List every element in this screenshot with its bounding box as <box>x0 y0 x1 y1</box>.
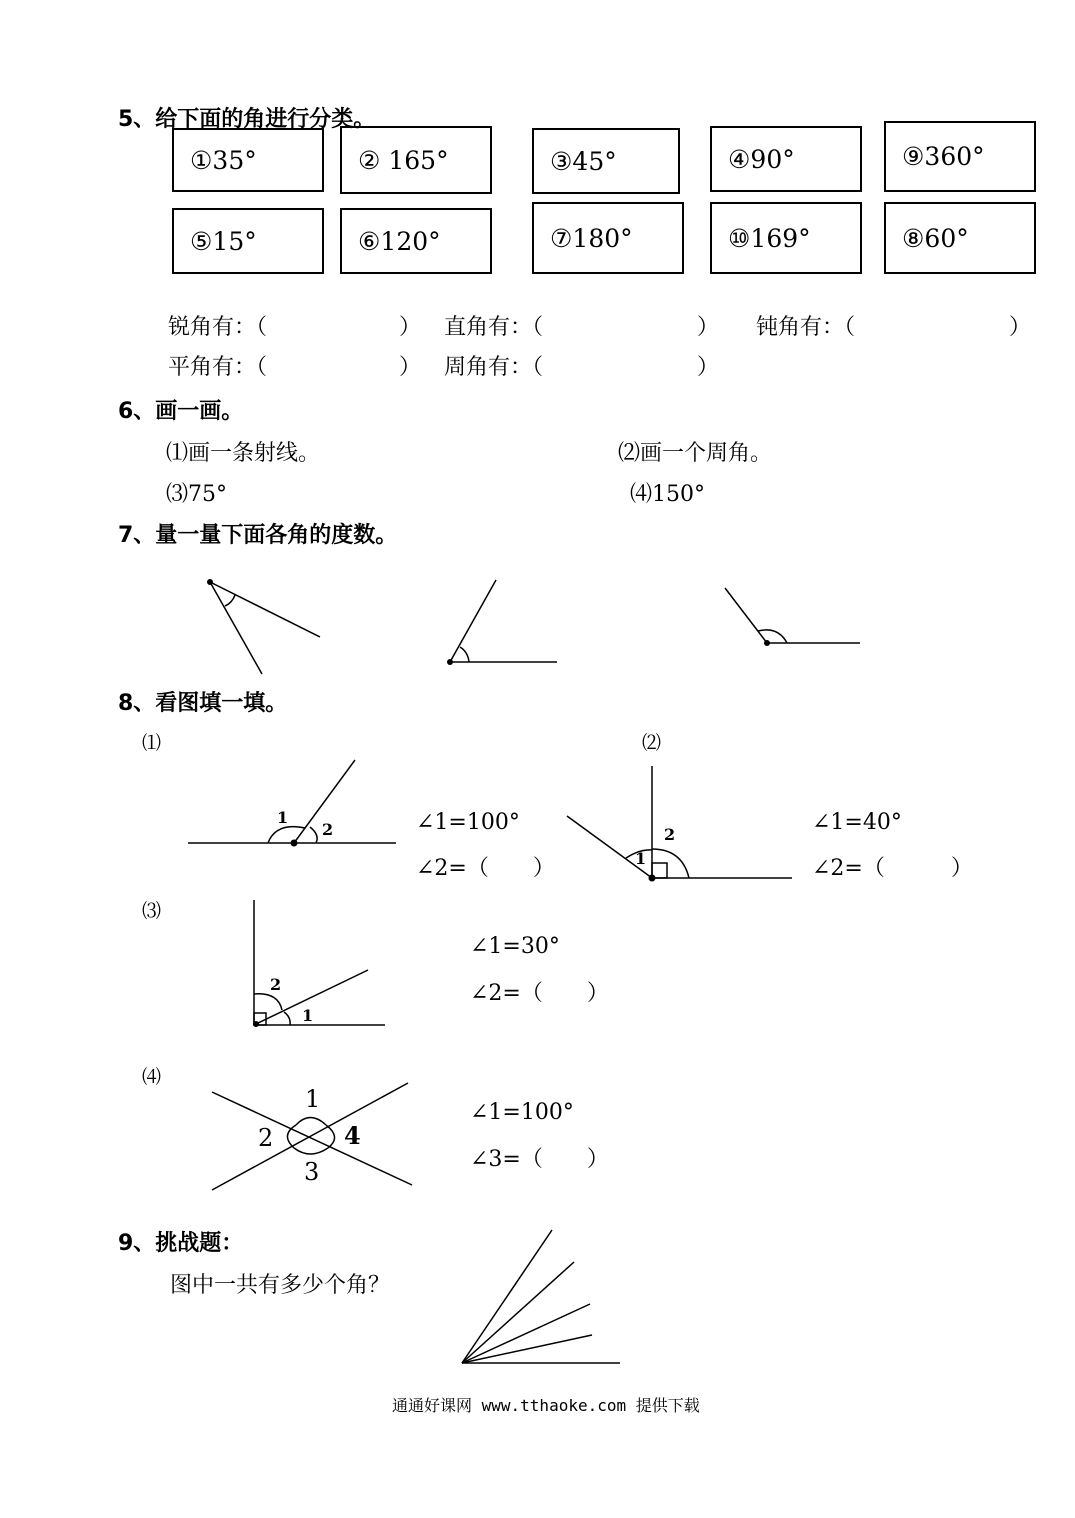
q7-angle-c <box>725 588 860 643</box>
q8-part-4-label: ⑷ <box>142 1066 162 1088</box>
q7-angle-b <box>450 580 557 662</box>
q9-ray-figure <box>462 1230 620 1363</box>
q8-figure-3 <box>254 900 385 1025</box>
angle-label: ③45° <box>550 146 617 176</box>
q8-part-3-label: ⑶ <box>142 900 162 922</box>
q8-part-2-label: ⑵ <box>642 732 662 754</box>
q8-p3-angle-1-label: 1 <box>302 1006 314 1025</box>
q5-title: 5、给下面的角进行分类。 <box>118 107 376 132</box>
q8-p2-angle-2-label: 2 <box>664 825 676 844</box>
q8-figure-2 <box>567 766 792 878</box>
q8-p3-angle-2-label: 2 <box>270 975 282 994</box>
q6-item-4: ⑷150° <box>630 482 705 507</box>
q8-p4-angle-1-label: 1 <box>305 1085 321 1113</box>
q7-angle-a <box>210 582 320 674</box>
q8-p1-given: ∠1=100° <box>416 810 520 835</box>
q8-p1-answer[interactable]: ∠2=（ ） <box>416 856 555 881</box>
angle-label: ⑤15° <box>190 226 257 256</box>
q8-p2-answer[interactable]: ∠2=（ ） <box>812 856 973 881</box>
q8-p3-given: ∠1=30° <box>470 934 560 959</box>
q7-title: 7、量一量下面各角的度数。 <box>118 523 398 548</box>
angle-label: ⑧60° <box>902 223 969 253</box>
obtuse-answer[interactable]: 钝角有：（ ） <box>756 315 1032 340</box>
q9-title: 9、挑战题： <box>118 1231 244 1256</box>
acute-answer[interactable]: 锐角有：（ ） <box>168 315 422 340</box>
q8-title: 8、看图填一填。 <box>118 691 288 716</box>
q8-figure-1 <box>188 760 396 843</box>
q8-p1-angle-1-label: 1 <box>277 808 289 827</box>
q8-p3-answer[interactable]: ∠2=（ ） <box>470 981 609 1006</box>
full-answer[interactable]: 周角有：（ ） <box>444 355 720 380</box>
q6-item-3: ⑶75° <box>166 482 227 507</box>
right-answer[interactable]: 直角有：（ ） <box>444 315 720 340</box>
angle-label: ⑩169° <box>728 223 811 253</box>
q8-p2-given: ∠1=40° <box>812 810 902 835</box>
q8-p4-answer[interactable]: ∠3=（ ） <box>470 1147 609 1172</box>
footer-text: 通通好课网 www.tthaoke.com 提供下载 <box>392 1396 700 1415</box>
q9-question: 图中一共有多少个角？ <box>170 1273 391 1298</box>
q8-p1-angle-2-label: 2 <box>322 820 334 839</box>
q8-p4-angle-4-label: 4 <box>344 1121 361 1150</box>
q6-title: 6、画一画。 <box>118 399 244 424</box>
angle-label: ①35° <box>190 145 257 175</box>
angle-label: ⑨360° <box>902 142 985 171</box>
angle-label: ⑥120° <box>358 226 441 256</box>
q6-item-2: ⑵画一个周角。 <box>618 441 773 466</box>
angle-label: ② 165° <box>358 145 449 175</box>
q8-p4-given: ∠1=100° <box>470 1100 574 1125</box>
q8-p4-angle-2-label: 2 <box>258 1124 274 1152</box>
angle-label: ⑦180° <box>550 223 633 253</box>
q6-item-1: ⑴画一条射线。 <box>166 441 321 466</box>
q8-p2-angle-1-label: 1 <box>635 849 647 868</box>
vertex-dots <box>207 579 770 1027</box>
q8-p4-angle-3-label: 3 <box>304 1158 320 1186</box>
straight-answer[interactable]: 平角有：（ ） <box>168 355 422 380</box>
q8-part-1-label: ⑴ <box>142 732 162 754</box>
angle-label: ④90° <box>728 144 795 174</box>
